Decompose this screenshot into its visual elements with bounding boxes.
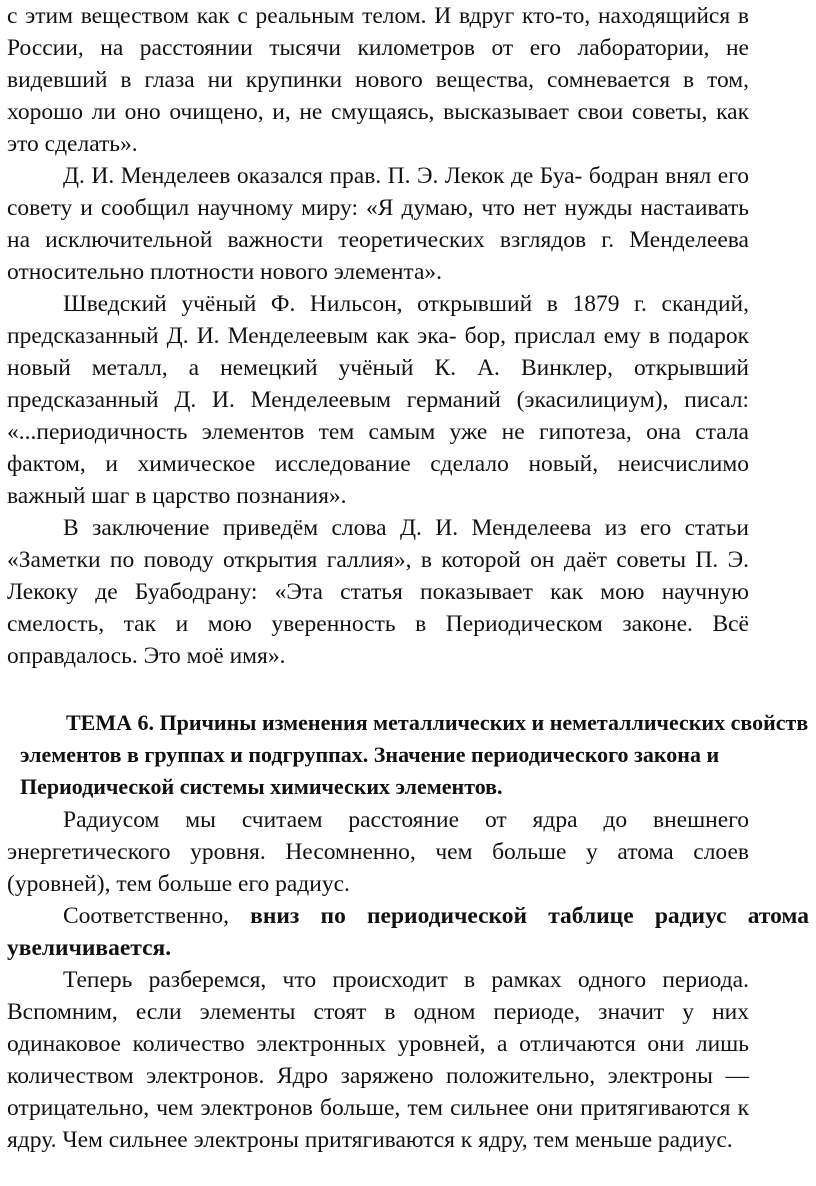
section-heading: ТЕМА 6. Причины изменения металлических и неметаллических свойств элементов в группах и подгруппах. Значение периодического закона и Периодической системы химических элементов.	[20, 710, 809, 799]
paragraph-prefix: Соответственно,	[63, 903, 229, 929]
paragraph-radius-down-group	[7, 900, 809, 964]
paragraph-conclusion-quote: В заключение приведём слова Д. И. Менделеева из его статьи «Заметки по поводу открытия галлия», в которой он даёт советы П. Э. Лекоку де Буабодрану: «Эта статья показывает как мою научную смелость, так и мою уверенность в Периодическом законе. Всё оправдалось. Это моё имя».	[7, 515, 749, 669]
paragraph-continuation: с этим веществом как с реальным телом. И вдруг кто-то, находящийся в России, на расстоянии тысячи километров от его лаборатории, не видевший в глаза ни крупинки нового вещества, сомневается в том, хорошо ли оно очищено, и, не смущаясь, высказывает свои советы, как это сделать».	[7, 3, 749, 157]
paragraph-nilson-winkler: Шведский учёный Ф. Нильсон, открывший в 1879 г. скандий, предсказанный Д. И. Менделеевым как эка- бор, прислал ему в подарок новый металл, а немецкий учёный К. А. Винклер, открывший предсказанный Д. И. Менделеевым германий (экасилициум), писал: «...периодичность элементов тем самым уже не гипотеза, она стала фактом, и химическое исследование сделало новый, неисчислимо важный шаг в царство познания».	[7, 291, 749, 509]
paragraph-radius-definition: Радиусом мы считаем расстояние от ядра до внешнего энергетического уровня. Несомненно, чем больше у атома слоев (уровней), тем больше его радиус.	[7, 807, 749, 897]
paragraph-lecoq-response: Д. И. Менделеев оказался прав. П. Э. Лекок де Буа- бодран внял его совету и сообщил научному миру: «Я думаю, что нет нужды настаивать на исключительной важности теоретических взглядов г. Менделеева относительно плотности нового элемента».	[7, 163, 749, 285]
paragraph-period-radius: Теперь разберемся, что происходит в рамках одного периода. Вспомним, если элементы стоят в одном периоде, значит у них одинаковое количество электронных уровней, а отличаются они лишь количеством электронов. Ядро заряжено положительно, электроны — отрицательно, чем электронов больше, тем сильнее они притягиваются к ядру. Чем сильнее электроны притягиваются к ядру, тем меньше радиус.	[7, 967, 749, 1153]
bold-statement: вниз по периодической таблице радиус атома увеличивается.	[7, 903, 809, 961]
